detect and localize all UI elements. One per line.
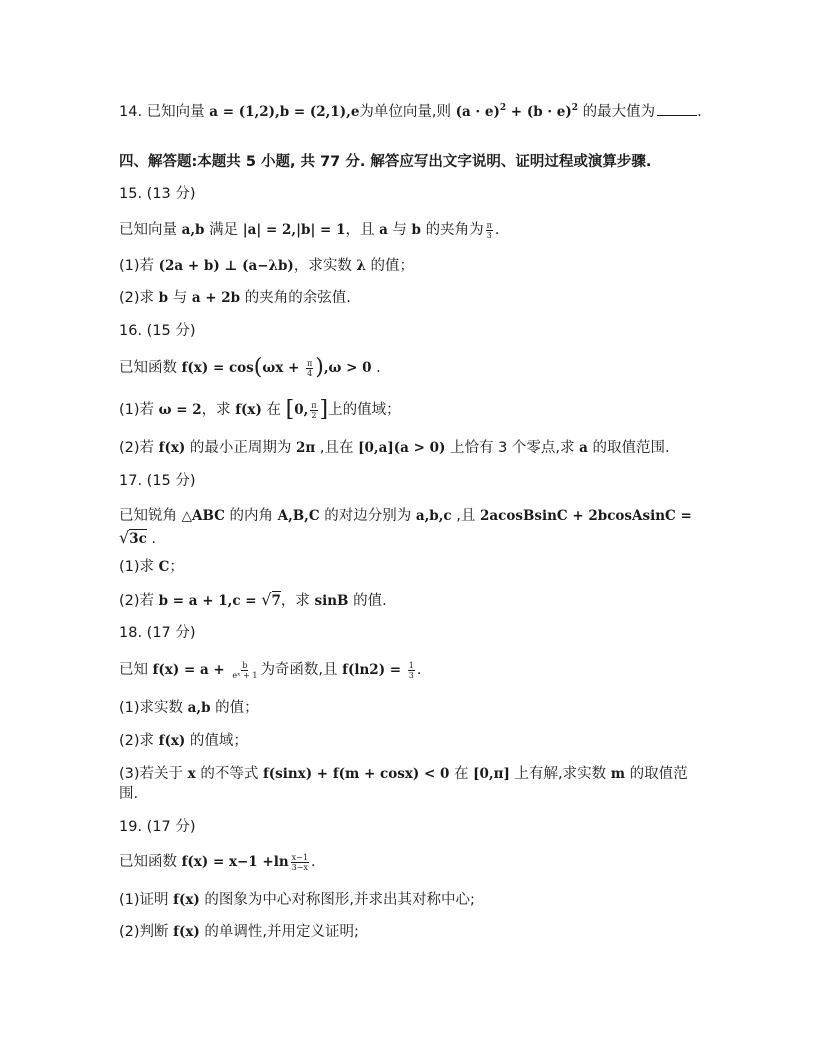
problem-19-stem bbox=[119, 852, 720, 872]
fraction bbox=[408, 661, 415, 680]
fraction-denominator: 4 bbox=[307, 368, 313, 378]
problem-16-q2 bbox=[119, 438, 720, 458]
math: a = (1,2),b = (2,1),e bbox=[209, 103, 360, 120]
math: f(x) bbox=[173, 924, 200, 940]
problem-18-head: 18. (17 分) bbox=[119, 625, 196, 641]
text: 的对边分别为 bbox=[319, 508, 416, 524]
text: 已知锐角 bbox=[119, 508, 182, 524]
text: 为奇函数,且 bbox=[260, 662, 343, 678]
text: 的取值范围. bbox=[587, 440, 670, 456]
text: 上有解,求实数 bbox=[509, 766, 611, 782]
math: △ABC bbox=[181, 508, 225, 524]
math: 7 bbox=[271, 593, 281, 609]
problem-17-stem-cont bbox=[119, 528, 720, 549]
problem-16-q1 bbox=[119, 397, 720, 422]
math: f(x) bbox=[158, 733, 186, 749]
math: f(sinx) + f(m + cosx) < 0 bbox=[262, 766, 450, 782]
math: b bbox=[158, 290, 169, 306]
fraction-numerator: x−1 bbox=[291, 852, 308, 862]
text: ,且在 bbox=[315, 440, 359, 456]
fraction-denominator: 3 bbox=[486, 230, 492, 240]
text: 的不等式 bbox=[195, 766, 263, 782]
math: 2acosBsinC + 2bcosAsinC = bbox=[479, 508, 692, 524]
math: [0,a](a > 0) bbox=[358, 440, 446, 456]
fraction-numerator: 1 bbox=[408, 660, 414, 670]
sqrt-icon: √ bbox=[119, 528, 130, 547]
math: f(x) = cos bbox=[181, 360, 254, 376]
text: 14. 已知向量 bbox=[119, 103, 210, 120]
math: sinB bbox=[314, 593, 349, 609]
text: 上恰有 3 个零点,求 bbox=[445, 440, 580, 456]
text: 已知 bbox=[119, 662, 153, 678]
text: (1)求实数 bbox=[119, 700, 188, 716]
text: (1)若 bbox=[119, 402, 159, 418]
text: 的最小正周期为 bbox=[185, 440, 297, 456]
fraction-denominator: 3−x bbox=[291, 862, 308, 872]
fraction-numerator: π bbox=[307, 358, 313, 368]
math: a bbox=[379, 222, 388, 238]
fraction bbox=[486, 221, 493, 240]
math: + bbox=[506, 103, 527, 120]
left-paren: ( bbox=[253, 355, 263, 380]
math: (b · e) bbox=[526, 103, 572, 120]
answer-blank bbox=[657, 101, 697, 116]
problem-18-q1 bbox=[119, 698, 720, 718]
math: λ bbox=[356, 258, 366, 274]
text: 已知向量 bbox=[119, 222, 182, 238]
text: . bbox=[146, 531, 157, 547]
text: 的夹角为 bbox=[421, 222, 484, 238]
math: a,b bbox=[187, 700, 211, 716]
text: 为单位向量,则 bbox=[359, 103, 456, 120]
text: (2)若 bbox=[119, 593, 159, 609]
math: x bbox=[187, 766, 196, 782]
problem-19-q2 bbox=[119, 922, 720, 942]
problem-18-q3 bbox=[119, 764, 720, 784]
text: (1)证明 bbox=[119, 892, 174, 908]
text: (3)若关于 bbox=[119, 766, 188, 782]
math: f(ln2) = bbox=[342, 662, 406, 678]
problem-15-head: 15. (13 分) bbox=[119, 186, 196, 202]
text: 在 bbox=[261, 402, 286, 418]
problem-18-stem bbox=[119, 660, 720, 680]
text: . bbox=[416, 662, 422, 678]
fraction bbox=[306, 359, 313, 378]
text: 与 bbox=[168, 290, 192, 306]
problem-16-head: 16. (15 分) bbox=[119, 323, 196, 339]
text: . bbox=[371, 360, 381, 376]
math: (2a + b) ⊥ (a−λb) bbox=[158, 258, 294, 274]
math: a,b bbox=[181, 222, 205, 238]
text: ，求实数 bbox=[293, 258, 357, 274]
text: 的值. bbox=[348, 593, 387, 609]
math: ,ω > 0 bbox=[323, 360, 372, 376]
text: 与 bbox=[387, 222, 412, 238]
math: |a| = 2,|b| = 1 bbox=[242, 222, 346, 238]
text: ； bbox=[169, 559, 184, 575]
math: ω = 2 bbox=[158, 402, 202, 418]
math: m bbox=[610, 766, 625, 782]
text: ,且 bbox=[451, 508, 480, 524]
right-bracket: ] bbox=[319, 397, 329, 422]
problem-17-q1 bbox=[119, 557, 720, 577]
text: ，求 bbox=[201, 402, 236, 418]
problem-17-head: 17. (15 分) bbox=[119, 473, 196, 489]
exponent: 2 bbox=[499, 103, 507, 113]
text: 的值； bbox=[365, 258, 415, 274]
problem-15-q1 bbox=[119, 256, 720, 276]
fraction bbox=[310, 401, 317, 420]
math: f(x) = x−1 +ln bbox=[181, 854, 289, 870]
math: 0, bbox=[294, 402, 309, 418]
text: 的内角 bbox=[224, 508, 278, 524]
problem-19-q1 bbox=[119, 890, 720, 910]
fraction-denominator: 2 bbox=[311, 410, 317, 420]
fraction-denominator: 3 bbox=[408, 670, 414, 680]
text: 的值； bbox=[210, 700, 259, 716]
math: (a · e) bbox=[455, 103, 500, 120]
math: C bbox=[158, 559, 170, 575]
math: ωx + bbox=[262, 360, 304, 376]
math: b bbox=[411, 222, 421, 238]
math: A,B,C bbox=[277, 508, 320, 524]
fraction bbox=[291, 853, 309, 872]
math: a,b,c bbox=[415, 508, 452, 524]
text: . bbox=[494, 222, 500, 238]
math: a + 2b bbox=[191, 290, 241, 306]
text: 上的值域； bbox=[328, 402, 401, 418]
text: 的最大值为 bbox=[578, 103, 656, 120]
text: 满足 bbox=[204, 222, 243, 238]
text: ，求 bbox=[280, 593, 315, 609]
math: b = a + 1,c = bbox=[158, 593, 262, 609]
text: 已知函数 bbox=[119, 360, 182, 376]
right-paren: ) bbox=[315, 355, 324, 380]
text: 的值域； bbox=[185, 733, 248, 749]
problem-18-q2 bbox=[119, 731, 720, 751]
text: (1)若 bbox=[119, 258, 159, 274]
text: (2)求 bbox=[119, 290, 159, 306]
math: f(x) bbox=[173, 892, 200, 908]
fraction-numerator: π bbox=[486, 220, 492, 230]
text: 的单调性,并用定义证明; bbox=[199, 924, 359, 940]
problem-15-stem bbox=[119, 220, 720, 240]
text: . bbox=[697, 103, 702, 120]
text: 的夹角的余弦值. bbox=[240, 290, 351, 306]
fraction-numerator: π bbox=[311, 400, 317, 410]
problem-18-q3-cont: 围. bbox=[119, 786, 139, 802]
math: f(x) bbox=[158, 440, 186, 456]
section-title: 四、解答题:本题共 5 小题, 共 77 分. 解答应写出文字说明、证明过程或演算步骤. bbox=[119, 154, 652, 170]
text: 的取值范 bbox=[624, 766, 688, 782]
math: 2π bbox=[296, 440, 316, 456]
math: f(x) = a + bbox=[152, 662, 230, 678]
math: f(x) bbox=[235, 402, 262, 418]
exponent: 2 bbox=[571, 103, 578, 113]
text: (1)求 bbox=[119, 559, 159, 575]
text: ，且 bbox=[345, 222, 380, 238]
fraction bbox=[231, 661, 258, 680]
fraction-numerator: b bbox=[242, 660, 248, 670]
problem-19-head: 19. (17 分) bbox=[119, 819, 196, 835]
text: 的图象为中心对称图形,并求出其对称中心; bbox=[199, 892, 475, 908]
problem-15-q2 bbox=[119, 288, 720, 308]
text: 在 bbox=[449, 766, 474, 782]
math: [0,π] bbox=[473, 766, 510, 782]
text: 已知函数 bbox=[119, 854, 182, 870]
text: (2)若 bbox=[119, 440, 159, 456]
problem-16-stem bbox=[119, 355, 720, 380]
problem-17-stem bbox=[119, 506, 720, 526]
math: a bbox=[579, 440, 588, 456]
text: (2)求 bbox=[119, 733, 159, 749]
problem-17-q2 bbox=[119, 590, 720, 611]
problem-14 bbox=[119, 98, 720, 122]
math: 3c bbox=[129, 531, 147, 547]
text: (2)判断 bbox=[119, 924, 174, 940]
sqrt-icon: √ bbox=[261, 590, 272, 609]
fraction-denominator: eˣ + 1 bbox=[232, 670, 258, 680]
left-bracket: [ bbox=[285, 397, 295, 422]
text: . bbox=[310, 854, 316, 870]
